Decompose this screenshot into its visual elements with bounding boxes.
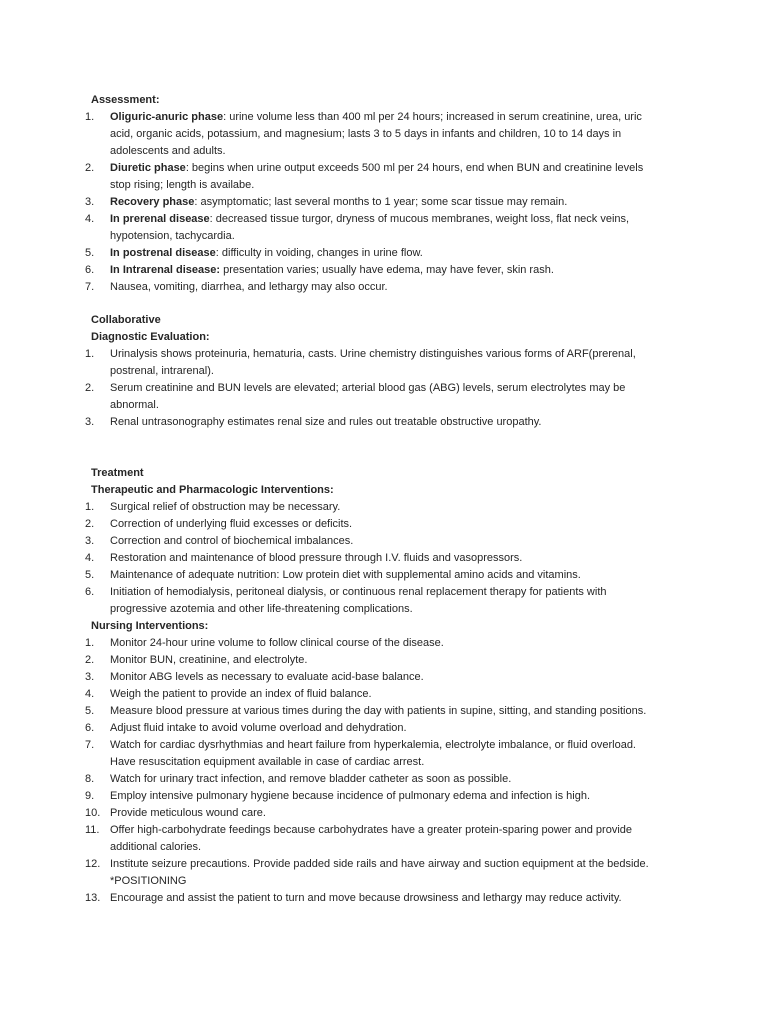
list-item-number: 13. bbox=[85, 892, 101, 904]
collaborative-heading: Collaborative bbox=[91, 314, 161, 326]
list-item-text: : urine volume less than 400 ml per 24 hours; increased in serum creatinine, urea, uric acid, organic acids, potassium, and magnesium; lasts 3 to 5 days in infants and children, 10 to 14 days in adolescents and adults. bbox=[110, 111, 642, 157]
list-item-number: 2. bbox=[85, 382, 95, 394]
nursing-interventions-heading: Nursing Interventions: bbox=[91, 620, 209, 632]
list-item-number: 5. bbox=[85, 705, 95, 717]
list-item bbox=[0, 788, 768, 805]
list-item-text: : asymptomatic; last several months to 1 year; some scar tissue may remain. bbox=[194, 196, 568, 208]
list-item-text: Urinalysis shows proteinuria, hematuria, casts. Urine chemistry distinguishes various forms of ARF(prerenal, postrenal, intrarenal). bbox=[110, 348, 636, 377]
treatment-section bbox=[0, 465, 768, 907]
list-item-text: Correction of underlying fluid excesses or deficits. bbox=[110, 518, 353, 530]
list-item-number: 5. bbox=[85, 569, 95, 581]
list-item bbox=[0, 279, 768, 296]
list-item-number: 12. bbox=[85, 858, 101, 870]
list-item-number: 1. bbox=[85, 501, 95, 513]
list-item bbox=[0, 245, 768, 262]
list-item-text: : decreased tissue turgor, dryness of mucous membranes, weight loss, flat neck veins, hypotension, tachycardia. bbox=[110, 213, 630, 242]
list-item-number: 11. bbox=[85, 824, 100, 836]
list-item bbox=[0, 567, 768, 584]
list-item bbox=[0, 584, 768, 618]
list-item bbox=[0, 890, 768, 907]
list-item-number: 2. bbox=[85, 162, 95, 174]
list-item-text: Monitor ABG levels as necessary to evaluate acid-base balance. bbox=[110, 671, 424, 683]
list-item-text: Employ intensive pulmonary hygiene because incidence of pulmonary edema and infection is high. bbox=[110, 790, 591, 802]
list-item-text: Monitor 24-hour urine volume to follow clinical course of the disease. bbox=[110, 637, 444, 649]
list-item-lead: Recovery phase bbox=[110, 196, 195, 208]
list-item bbox=[0, 499, 768, 516]
list-item-text: presentation varies; usually have edema, may have fever, skin rash. bbox=[220, 264, 554, 276]
list-item bbox=[0, 414, 768, 431]
list-item-lead: In postrenal disease bbox=[110, 247, 216, 259]
list-item-text: : difficulty in voiding, changes in urine flow. bbox=[215, 247, 423, 259]
list-item-text: Correction and control of biochemical imbalances. bbox=[110, 535, 354, 547]
list-item bbox=[0, 211, 768, 245]
list-item bbox=[0, 160, 768, 194]
list-item-number: 2. bbox=[85, 654, 95, 666]
list-item bbox=[0, 737, 768, 771]
list-item bbox=[0, 856, 768, 890]
list-item-text: Monitor BUN, creatinine, and electrolyte. bbox=[110, 654, 308, 666]
list-item-text: Serum creatinine and BUN levels are elevated; arterial blood gas (ABG) levels, serum electrolytes may be abnormal. bbox=[110, 382, 626, 411]
list-item-number: 7. bbox=[85, 739, 95, 751]
list-item-text: Nausea, vomiting, diarrhea, and lethargy may also occur. bbox=[110, 281, 388, 293]
list-item-number: 4. bbox=[85, 552, 95, 564]
diagnostic-evaluation-list bbox=[0, 346, 768, 431]
list-item-number: 4. bbox=[85, 213, 95, 225]
list-item-number: 5. bbox=[85, 247, 95, 259]
assessment-heading: Assessment: bbox=[91, 94, 160, 106]
list-item-number: 1. bbox=[85, 348, 95, 360]
list-item bbox=[0, 516, 768, 533]
collaborative-section bbox=[0, 312, 768, 431]
therapeutic-interventions-list bbox=[0, 499, 768, 618]
list-item-number: 7. bbox=[85, 281, 95, 293]
list-item bbox=[0, 720, 768, 737]
list-item bbox=[0, 652, 768, 669]
list-item bbox=[0, 771, 768, 788]
list-item-number: 2. bbox=[85, 518, 95, 530]
list-item-text: Provide meticulous wound care. bbox=[110, 807, 266, 819]
list-item-text: Offer high-carbohydrate feedings because carbohydrates have a greater protein-sparing power and provide additional calories. bbox=[110, 824, 633, 853]
list-item bbox=[0, 669, 768, 686]
list-item-number: 8. bbox=[85, 773, 95, 785]
assessment-list bbox=[0, 109, 768, 296]
list-item-number: 4. bbox=[85, 688, 95, 700]
list-item bbox=[0, 533, 768, 550]
list-item-text: Renal untrasonography estimates renal size and rules out treatable obstructive uropathy. bbox=[110, 416, 542, 428]
nursing-interventions-list bbox=[0, 635, 768, 907]
list-item-number: 1. bbox=[85, 637, 95, 649]
treatment-heading: Treatment bbox=[91, 467, 144, 479]
list-item-number: 6. bbox=[85, 586, 95, 598]
list-item bbox=[0, 686, 768, 703]
list-item-lead: In Intrarenal disease: bbox=[110, 264, 221, 276]
list-item bbox=[0, 822, 768, 856]
list-item-number: 3. bbox=[85, 535, 95, 547]
therapeutic-interventions-heading: Therapeutic and Pharmacologic Interventions: bbox=[91, 484, 334, 496]
list-item-text: Watch for urinary tract infection, and remove bladder catheter as soon as possible. bbox=[110, 773, 512, 785]
list-item bbox=[0, 805, 768, 822]
list-item bbox=[0, 109, 768, 160]
list-item-text: Restoration and maintenance of blood pressure through I.V. fluids and vasopressors. bbox=[110, 552, 523, 564]
diagnostic-evaluation-heading: Diagnostic Evaluation: bbox=[91, 331, 210, 343]
list-item bbox=[0, 194, 768, 211]
list-item-lead: Oliguric-anuric phase bbox=[110, 111, 224, 123]
list-item-text: Institute seizure precautions. Provide padded side rails and have airway and suction equipment at the bedside. *POSITIONING bbox=[110, 858, 649, 887]
assessment-section bbox=[0, 92, 768, 296]
list-item-lead: In prerenal disease bbox=[110, 213, 210, 225]
list-item bbox=[0, 380, 768, 414]
list-item-text: Adjust fluid intake to avoid volume overload and dehydration. bbox=[110, 722, 407, 734]
list-item-lead: Diuretic phase bbox=[110, 162, 186, 174]
list-item-number: 6. bbox=[85, 264, 95, 276]
list-item-number: 3. bbox=[85, 671, 95, 683]
list-item bbox=[0, 262, 768, 279]
list-item bbox=[0, 346, 768, 380]
list-item-text: Watch for cardiac dysrhythmias and heart failure from hyperkalemia, electrolyte imbalance, or fluid overload. Have resuscitation equipment available in case of cardiac arrest. bbox=[110, 739, 636, 768]
list-item-text: Maintenance of adequate nutrition: Low protein diet with supplemental amino acids and vitamins. bbox=[110, 569, 581, 581]
list-item-number: 3. bbox=[85, 196, 95, 208]
list-item-number: 3. bbox=[85, 416, 95, 428]
list-item-number: 10. bbox=[85, 807, 101, 819]
list-item-number: 6. bbox=[85, 722, 95, 734]
list-item-number: 9. bbox=[85, 790, 95, 802]
list-item bbox=[0, 550, 768, 567]
list-item-number: 1. bbox=[85, 111, 95, 123]
list-item-text: Surgical relief of obstruction may be necessary. bbox=[110, 501, 341, 513]
list-item-text: : begins when urine output exceeds 500 ml per 24 hours, end when BUN and creatinine levels stop rising; length is availabe. bbox=[110, 162, 644, 191]
list-item-text: Weigh the patient to provide an index of fluid balance. bbox=[110, 688, 372, 700]
list-item-text: Initiation of hemodialysis, peritoneal dialysis, or continuous renal replacement therapy for patients with progressive azotemia and other life-threatening complications. bbox=[110, 586, 607, 615]
list-item-text: Measure blood pressure at various times during the day with patients in supine, sitting, and standing positions. bbox=[110, 705, 647, 717]
list-item bbox=[0, 703, 768, 720]
list-item bbox=[0, 635, 768, 652]
list-item-text: Encourage and assist the patient to turn and move because drowsiness and lethargy may reduce activity. bbox=[110, 892, 622, 904]
